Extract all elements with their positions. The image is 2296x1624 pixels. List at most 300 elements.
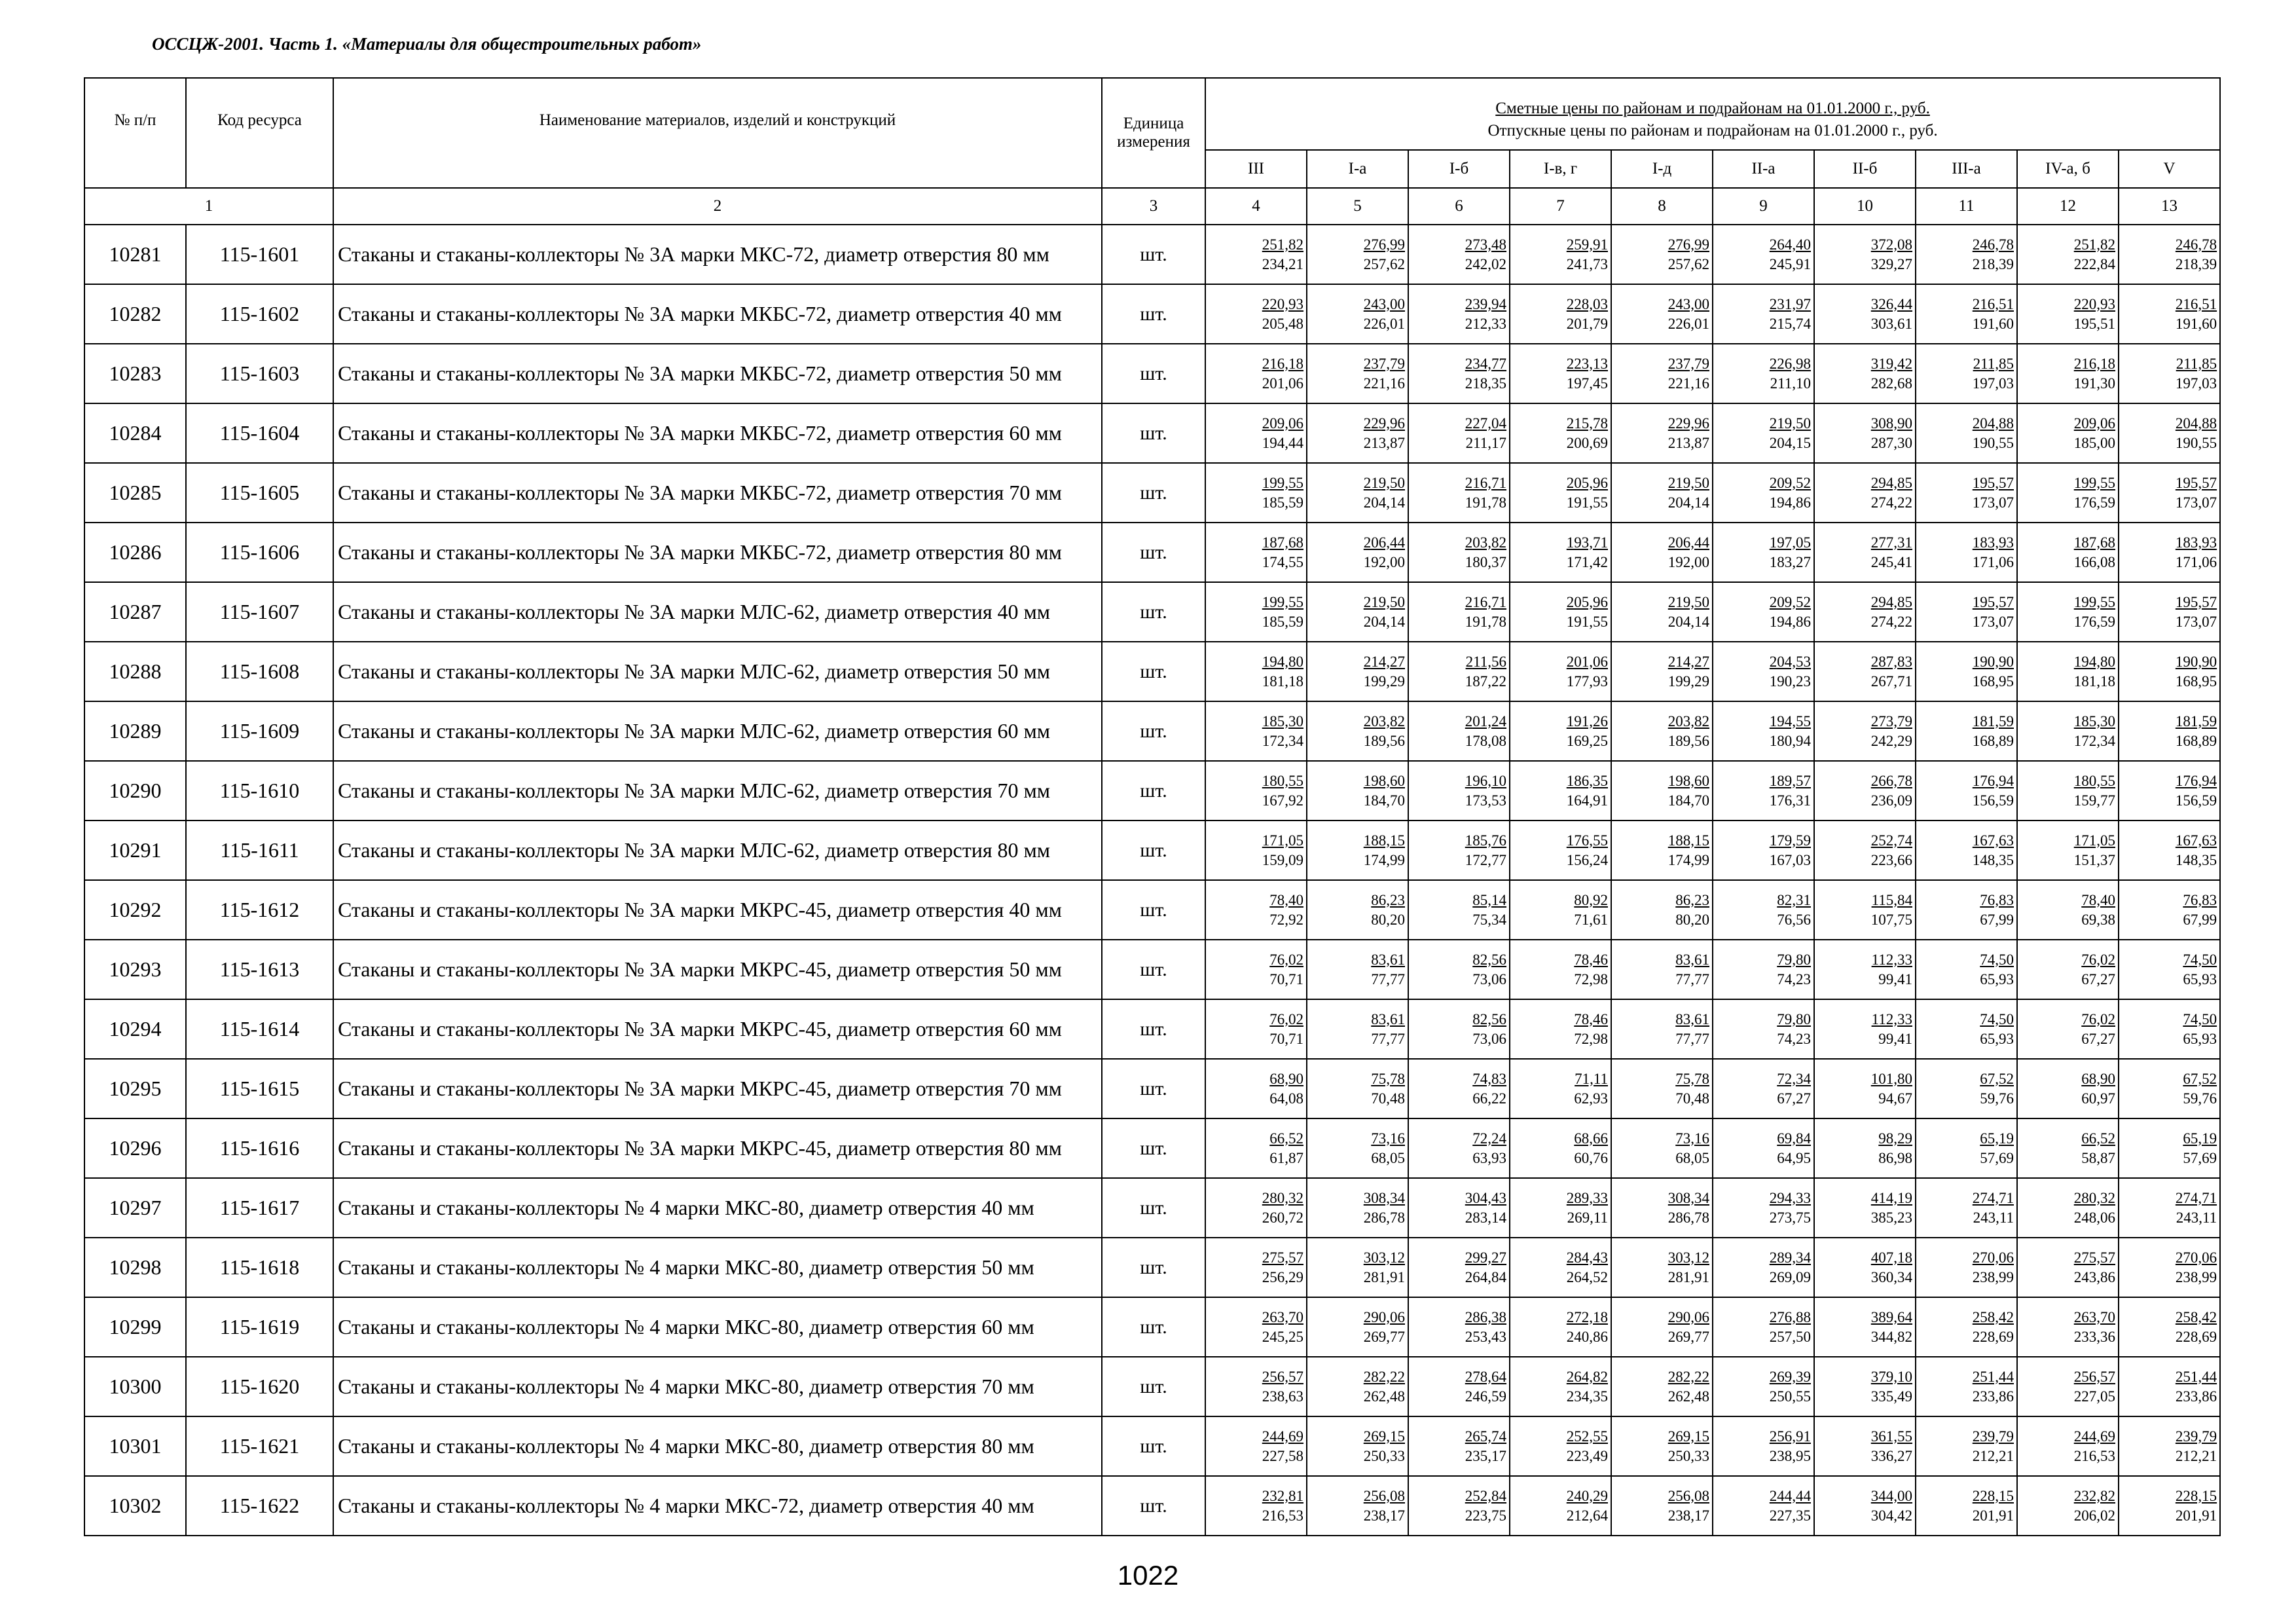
release-price: 178,08 <box>1465 732 1506 749</box>
estimate-price: 198,60 <box>1363 772 1405 789</box>
estimate-price: 74,50 <box>1980 1010 2014 1027</box>
release-price: 190,23 <box>1769 673 1811 690</box>
release-price: 57,69 <box>1980 1149 2014 1166</box>
price-cell <box>1510 1357 1611 1416</box>
price-cell <box>1713 1357 1814 1416</box>
release-price: 67,99 <box>1980 911 2014 928</box>
row-number: 10294 <box>84 999 186 1059</box>
material-name: Стаканы и стаканы-коллекторы № 3А марки МКРС-45, диаметр отверстия 80 мм <box>333 1118 1102 1178</box>
release-price: 61,87 <box>1269 1149 1303 1166</box>
unit-of-measure: шт. <box>1102 403 1205 463</box>
row-number: 10298 <box>84 1238 186 1297</box>
release-price: 329,27 <box>1870 255 1912 272</box>
price-cell <box>1307 642 1408 701</box>
estimate-price: 167,63 <box>2175 832 2217 849</box>
table-row <box>84 1118 2220 1178</box>
release-price: 269,11 <box>1567 1209 1608 1226</box>
estimate-price: 266,78 <box>1870 772 1912 789</box>
estimate-price: 275,57 <box>1262 1249 1303 1266</box>
release-price: 243,11 <box>1973 1209 2014 1226</box>
price-cell <box>1611 582 1713 642</box>
table-row <box>84 463 2220 523</box>
release-price: 212,21 <box>2175 1447 2217 1464</box>
price-cell <box>2119 761 2220 821</box>
estimate-price: 194,80 <box>1262 653 1303 670</box>
price-cell <box>2119 880 2220 940</box>
release-price: 69,38 <box>2081 911 2115 928</box>
release-price: 257,62 <box>1667 255 1709 272</box>
unit-of-measure: шт. <box>1102 940 1205 999</box>
release-price: 238,17 <box>1667 1507 1709 1524</box>
price-cell <box>1814 1297 1916 1357</box>
price-cell <box>1814 1178 1916 1238</box>
price-cell <box>1510 1238 1611 1297</box>
estimate-price: 68,90 <box>1269 1070 1303 1087</box>
estimate-price: 379,10 <box>1870 1368 1912 1385</box>
release-price: 256,29 <box>1262 1268 1303 1285</box>
price-cell <box>2119 1297 2220 1357</box>
price-cell <box>1713 582 1814 642</box>
estimate-price: 211,56 <box>1465 653 1506 670</box>
estimate-price: 216,18 <box>2073 355 2115 372</box>
estimate-price: 269,39 <box>1769 1368 1811 1385</box>
price-cell <box>1307 880 1408 940</box>
price-cell <box>2119 523 2220 582</box>
release-price: 248,06 <box>2073 1209 2115 1226</box>
estimate-price: 72,24 <box>1472 1130 1506 1147</box>
release-price: 246,59 <box>1465 1388 1506 1405</box>
estimate-price: 209,06 <box>1262 415 1303 432</box>
release-price: 184,70 <box>1363 792 1405 809</box>
estimate-price: 303,12 <box>1667 1249 1709 1266</box>
release-price: 274,22 <box>1870 494 1912 511</box>
price-cell <box>1916 1178 2017 1238</box>
release-price: 65,93 <box>2183 970 2217 987</box>
price-cell <box>1713 940 1814 999</box>
estimate-price: 216,71 <box>1465 593 1506 610</box>
estimate-price: 195,57 <box>2175 593 2217 610</box>
estimate-price: 276,99 <box>1363 236 1405 253</box>
table-row <box>84 523 2220 582</box>
release-price: 216,53 <box>1262 1507 1303 1524</box>
release-price: 173,07 <box>2175 494 2217 511</box>
resource-code: 115-1612 <box>186 880 333 940</box>
estimate-price: 219,50 <box>1363 474 1405 491</box>
material-name: Стаканы и стаканы-коллекторы № 3А марки МКРС-45, диаметр отверстия 70 мм <box>333 1059 1102 1118</box>
estimate-price: 194,55 <box>1769 712 1811 729</box>
column-number: 3 <box>1102 188 1205 225</box>
release-price: 64,08 <box>1269 1090 1303 1107</box>
estimate-price: 209,52 <box>1769 474 1811 491</box>
price-cell <box>1307 999 1408 1059</box>
release-price: 80,20 <box>1675 911 1709 928</box>
price-cell <box>1205 1059 1307 1118</box>
estimate-price: 274,71 <box>1972 1189 2014 1206</box>
price-cell <box>1713 1476 1814 1536</box>
price-cell <box>1408 225 1510 284</box>
release-price: 159,77 <box>2073 792 2115 809</box>
material-name: Стаканы и стаканы-коллекторы № 4 марки МКС-80, диаметр отверстия 40 мм <box>333 1178 1102 1238</box>
price-cell <box>2119 344 2220 403</box>
price-cell <box>1205 403 1307 463</box>
release-price: 223,49 <box>1566 1447 1608 1464</box>
estimate-price: 246,78 <box>2175 236 2217 253</box>
estimate-price: 246,78 <box>1972 236 2014 253</box>
release-price: 223,75 <box>1465 1507 1506 1524</box>
release-price: 245,41 <box>1870 553 1912 570</box>
estimate-price: 290,06 <box>1363 1308 1405 1325</box>
estimate-price: 112,33 <box>1871 951 1912 968</box>
release-price: 385,23 <box>1870 1209 1912 1226</box>
price-cell <box>1814 225 1916 284</box>
release-price: 238,17 <box>1363 1507 1405 1524</box>
estimate-price: 65,19 <box>2183 1130 2217 1147</box>
unit-of-measure: шт. <box>1102 225 1205 284</box>
price-cell <box>1713 403 1814 463</box>
price-cell <box>1510 999 1611 1059</box>
price-cell <box>1611 1416 1713 1476</box>
release-price: 250,33 <box>1667 1447 1709 1464</box>
estimate-price: 286,38 <box>1465 1308 1506 1325</box>
price-cell <box>1916 523 2017 582</box>
release-price: 190,55 <box>2175 434 2217 451</box>
release-price: 212,21 <box>1972 1447 2014 1464</box>
table-row <box>84 1416 2220 1476</box>
material-name: Стаканы и стаканы-коллекторы № 3А марки МЛС-62, диаметр отверстия 60 мм <box>333 701 1102 761</box>
column-number: 8 <box>1611 188 1713 225</box>
estimate-price: 185,76 <box>1465 832 1506 849</box>
estimate-price: 75,78 <box>1675 1070 1709 1087</box>
release-price: 73,06 <box>1472 1030 1506 1047</box>
release-price: 72,98 <box>1574 1030 1608 1047</box>
price-cell <box>1205 344 1307 403</box>
table-row <box>84 403 2220 463</box>
estimate-price: 244,44 <box>1769 1487 1811 1504</box>
column-number: 6 <box>1408 188 1510 225</box>
price-cell <box>1814 1357 1916 1416</box>
estimate-price: 216,18 <box>1262 355 1303 372</box>
estimate-price: 294,85 <box>1870 474 1912 491</box>
price-cell <box>1408 403 1510 463</box>
release-price: 194,44 <box>1262 434 1303 451</box>
release-price: 201,79 <box>1566 315 1608 332</box>
price-cell <box>1408 1416 1510 1476</box>
release-price: 245,25 <box>1262 1328 1303 1345</box>
price-cell <box>1408 1357 1510 1416</box>
price-cell <box>1205 761 1307 821</box>
estimate-price: 372,08 <box>1870 236 1912 253</box>
row-number: 10291 <box>84 821 186 880</box>
release-price: 264,52 <box>1566 1268 1608 1285</box>
price-cell <box>1916 1357 2017 1416</box>
price-cell <box>1408 701 1510 761</box>
estimate-price: 265,74 <box>1465 1428 1506 1445</box>
release-price: 73,06 <box>1472 970 1506 987</box>
estimate-price: 258,42 <box>1972 1308 2014 1325</box>
estimate-price: 273,79 <box>1870 712 1912 729</box>
region-header: V <box>2119 150 2220 188</box>
estimate-price: 287,83 <box>1870 653 1912 670</box>
unit-of-measure: шт. <box>1102 642 1205 701</box>
price-cell <box>2017 523 2119 582</box>
material-name: Стаканы и стаканы-коллекторы № 4 марки МКС-72, диаметр отверстия 40 мм <box>333 1476 1102 1536</box>
price-cell <box>1408 1476 1510 1536</box>
estimate-price: 74,50 <box>1980 951 2014 968</box>
estimate-price: 185,30 <box>2073 712 2115 729</box>
estimate-price: 237,79 <box>1363 355 1405 372</box>
column-number: 11 <box>1916 188 2017 225</box>
estimate-price: 407,18 <box>1870 1249 1912 1266</box>
estimate-price: 199,55 <box>2073 593 2115 610</box>
price-cell <box>2119 1118 2220 1178</box>
resource-code: 115-1607 <box>186 582 333 642</box>
row-number: 10300 <box>84 1357 186 1416</box>
material-name: Стаканы и стаканы-коллекторы № 3А марки МКБС-72, диаметр отверстия 50 мм <box>333 344 1102 403</box>
estimate-price: 183,93 <box>1972 534 2014 551</box>
price-cell <box>2017 1118 2119 1178</box>
release-price: 75,34 <box>1472 911 1506 928</box>
estimate-price: 181,59 <box>2175 712 2217 729</box>
region-header: IV-а, б <box>2017 150 2119 188</box>
release-price: 264,84 <box>1465 1268 1506 1285</box>
estimate-price: 179,59 <box>1769 832 1811 849</box>
estimate-price: 171,05 <box>2073 832 2115 849</box>
estimate-price: 78,40 <box>1269 891 1303 908</box>
release-price: 168,95 <box>1972 673 2014 690</box>
release-price: 199,29 <box>1363 673 1405 690</box>
price-cell <box>2119 999 2220 1059</box>
price-cell <box>2017 1416 2119 1476</box>
resource-code: 115-1622 <box>186 1476 333 1536</box>
estimate-price: 188,15 <box>1667 832 1709 849</box>
price-cell <box>2119 284 2220 344</box>
release-price: 204,14 <box>1363 613 1405 630</box>
price-cell <box>1408 880 1510 940</box>
header-code: Код ресурса <box>186 78 333 188</box>
estimate-price: 180,55 <box>2073 772 2115 789</box>
header-num: № п/п <box>84 78 186 188</box>
release-price: 168,95 <box>2175 673 2217 690</box>
price-cell <box>1814 1476 1916 1536</box>
row-number: 10299 <box>84 1297 186 1357</box>
row-number: 10296 <box>84 1118 186 1178</box>
estimate-price: 85,14 <box>1472 891 1506 908</box>
estimate-price: 273,48 <box>1465 236 1506 253</box>
estimate-price: 188,15 <box>1363 832 1405 849</box>
release-price: 218,35 <box>1465 375 1506 392</box>
price-cell <box>1408 1118 1510 1178</box>
table-row <box>84 821 2220 880</box>
estimate-price: 78,46 <box>1574 1010 1608 1027</box>
price-cell <box>1307 284 1408 344</box>
price-cell <box>1510 880 1611 940</box>
release-price: 234,21 <box>1262 255 1303 272</box>
price-cell <box>2119 701 2220 761</box>
price-cell <box>1205 1357 1307 1416</box>
price-cell <box>1814 701 1916 761</box>
estimate-price: 195,57 <box>1972 474 2014 491</box>
estimate-price: 167,63 <box>1972 832 2014 849</box>
price-cell <box>1611 1118 1713 1178</box>
price-cell <box>2017 284 2119 344</box>
release-price: 238,63 <box>1262 1388 1303 1405</box>
price-cell <box>1510 523 1611 582</box>
estimate-price: 71,11 <box>1575 1070 1608 1087</box>
material-name: Стаканы и стаканы-коллекторы № 3А марки МЛС-62, диаметр отверстия 80 мм <box>333 821 1102 880</box>
material-name: Стаканы и стаканы-коллекторы № 4 марки МКС-80, диаметр отверстия 80 мм <box>333 1416 1102 1476</box>
release-price: 70,71 <box>1269 970 1303 987</box>
price-cell <box>1814 463 1916 523</box>
price-cell <box>1916 225 2017 284</box>
release-price: 228,69 <box>1972 1328 2014 1345</box>
price-cell <box>1205 999 1307 1059</box>
column-number: 5 <box>1307 188 1408 225</box>
estimate-price: 190,90 <box>2175 653 2217 670</box>
release-price: 199,29 <box>1667 673 1709 690</box>
price-cell <box>1307 1476 1408 1536</box>
release-price: 192,00 <box>1667 553 1709 570</box>
region-header: I-в, г <box>1510 150 1611 188</box>
estimate-price: 220,93 <box>2073 295 2115 312</box>
unit-of-measure: шт. <box>1102 523 1205 582</box>
price-cell <box>1713 1297 1814 1357</box>
release-price: 227,58 <box>1262 1447 1303 1464</box>
resource-code: 115-1614 <box>186 999 333 1059</box>
release-price: 71,61 <box>1574 911 1608 928</box>
price-cell <box>1510 1178 1611 1238</box>
row-number: 10290 <box>84 761 186 821</box>
column-number-row <box>84 188 2220 225</box>
release-price: 281,91 <box>1667 1268 1709 1285</box>
table-row <box>84 1297 2220 1357</box>
estimate-price: 186,35 <box>1566 772 1608 789</box>
estimate-price: 195,57 <box>1972 593 2014 610</box>
estimate-price: 361,55 <box>1870 1428 1912 1445</box>
estimate-price: 65,19 <box>1980 1130 2014 1147</box>
price-cell <box>1713 701 1814 761</box>
price-cell <box>1510 1118 1611 1178</box>
region-header: I-б <box>1408 150 1510 188</box>
estimate-price: 83,61 <box>1675 951 1709 968</box>
price-cell <box>1205 880 1307 940</box>
release-price: 216,53 <box>2073 1447 2115 1464</box>
price-cell <box>1408 344 1510 403</box>
release-price: 180,37 <box>1465 553 1506 570</box>
estimate-price: 289,33 <box>1566 1189 1608 1206</box>
release-price: 65,93 <box>1980 970 2014 987</box>
table-row <box>84 284 2220 344</box>
estimate-price: 82,31 <box>1777 891 1811 908</box>
estimate-price: 252,74 <box>1870 832 1912 849</box>
price-cell <box>1814 821 1916 880</box>
release-price: 164,91 <box>1566 792 1608 809</box>
price-cell <box>1713 1238 1814 1297</box>
release-price: 77,77 <box>1675 970 1709 987</box>
estimate-price: 389,64 <box>1870 1308 1912 1325</box>
release-price: 201,06 <box>1262 375 1303 392</box>
release-price: 173,07 <box>2175 613 2217 630</box>
release-price: 189,56 <box>1667 732 1709 749</box>
price-cell <box>1408 1178 1510 1238</box>
price-cell <box>1205 582 1307 642</box>
estimate-price: 270,06 <box>2175 1249 2217 1266</box>
price-cell <box>2017 880 2119 940</box>
release-price: 195,51 <box>2073 315 2115 332</box>
unit-of-measure: шт. <box>1102 701 1205 761</box>
release-price: 286,78 <box>1667 1209 1709 1226</box>
price-cell <box>1510 642 1611 701</box>
estimate-price: 74,50 <box>2183 951 2217 968</box>
price-cell <box>1713 880 1814 940</box>
release-price: 57,69 <box>2183 1149 2217 1166</box>
price-cell <box>1510 284 1611 344</box>
estimate-price: 294,33 <box>1769 1189 1811 1206</box>
estimate-price: 276,88 <box>1769 1308 1811 1325</box>
table-head <box>84 78 2220 225</box>
price-cell <box>1713 761 1814 821</box>
material-name: Стаканы и стаканы-коллекторы № 3А марки МКБС-72, диаметр отверстия 40 мм <box>333 284 1102 344</box>
release-price: 58,87 <box>2081 1149 2115 1166</box>
price-cell <box>2017 821 2119 880</box>
release-price: 70,71 <box>1269 1030 1303 1047</box>
price-cell <box>2017 1357 2119 1416</box>
release-price: 174,99 <box>1667 851 1709 868</box>
release-price: 213,87 <box>1363 434 1405 451</box>
price-cell <box>1611 821 1713 880</box>
release-price: 192,00 <box>1363 553 1405 570</box>
column-number: 12 <box>2017 188 2119 225</box>
estimate-price: 98,29 <box>1878 1130 1912 1147</box>
release-price: 176,59 <box>2073 613 2115 630</box>
estimate-price: 73,16 <box>1675 1130 1709 1147</box>
estimate-price: 76,83 <box>1980 891 2014 908</box>
price-cell <box>1307 582 1408 642</box>
row-number: 10286 <box>84 523 186 582</box>
release-price: 197,03 <box>1972 375 2014 392</box>
release-price: 99,41 <box>1878 1030 1912 1047</box>
release-price: 172,34 <box>2073 732 2115 749</box>
price-cell <box>1916 880 2017 940</box>
release-price: 218,39 <box>1972 255 2014 272</box>
release-price: 174,99 <box>1363 851 1405 868</box>
price-cell <box>1916 1118 2017 1178</box>
price-cell <box>1205 701 1307 761</box>
estimate-price: 76,02 <box>1269 951 1303 968</box>
price-cell <box>2017 701 2119 761</box>
release-price: 303,61 <box>1870 315 1912 332</box>
release-price: 211,10 <box>1770 375 1811 392</box>
release-price: 72,98 <box>1574 970 1608 987</box>
release-price: 201,91 <box>1972 1507 2014 1524</box>
estimate-price: 256,08 <box>1667 1487 1709 1504</box>
estimate-price: 259,91 <box>1566 236 1608 253</box>
release-price: 169,25 <box>1566 732 1608 749</box>
price-cell <box>1814 1238 1916 1297</box>
release-price: 191,78 <box>1465 494 1506 511</box>
price-cell <box>1510 940 1611 999</box>
estimate-price: 263,70 <box>2073 1308 2115 1325</box>
unit-of-measure: шт. <box>1102 1476 1205 1536</box>
price-cell <box>1916 463 2017 523</box>
price-cell <box>1916 701 2017 761</box>
release-price: 76,56 <box>1777 911 1811 928</box>
price-cell <box>1916 642 2017 701</box>
price-cell <box>1408 821 1510 880</box>
estimate-price: 223,13 <box>1566 355 1608 372</box>
release-price: 235,17 <box>1465 1447 1506 1464</box>
estimate-price: 74,83 <box>1472 1070 1506 1087</box>
price-cell <box>1307 1059 1408 1118</box>
